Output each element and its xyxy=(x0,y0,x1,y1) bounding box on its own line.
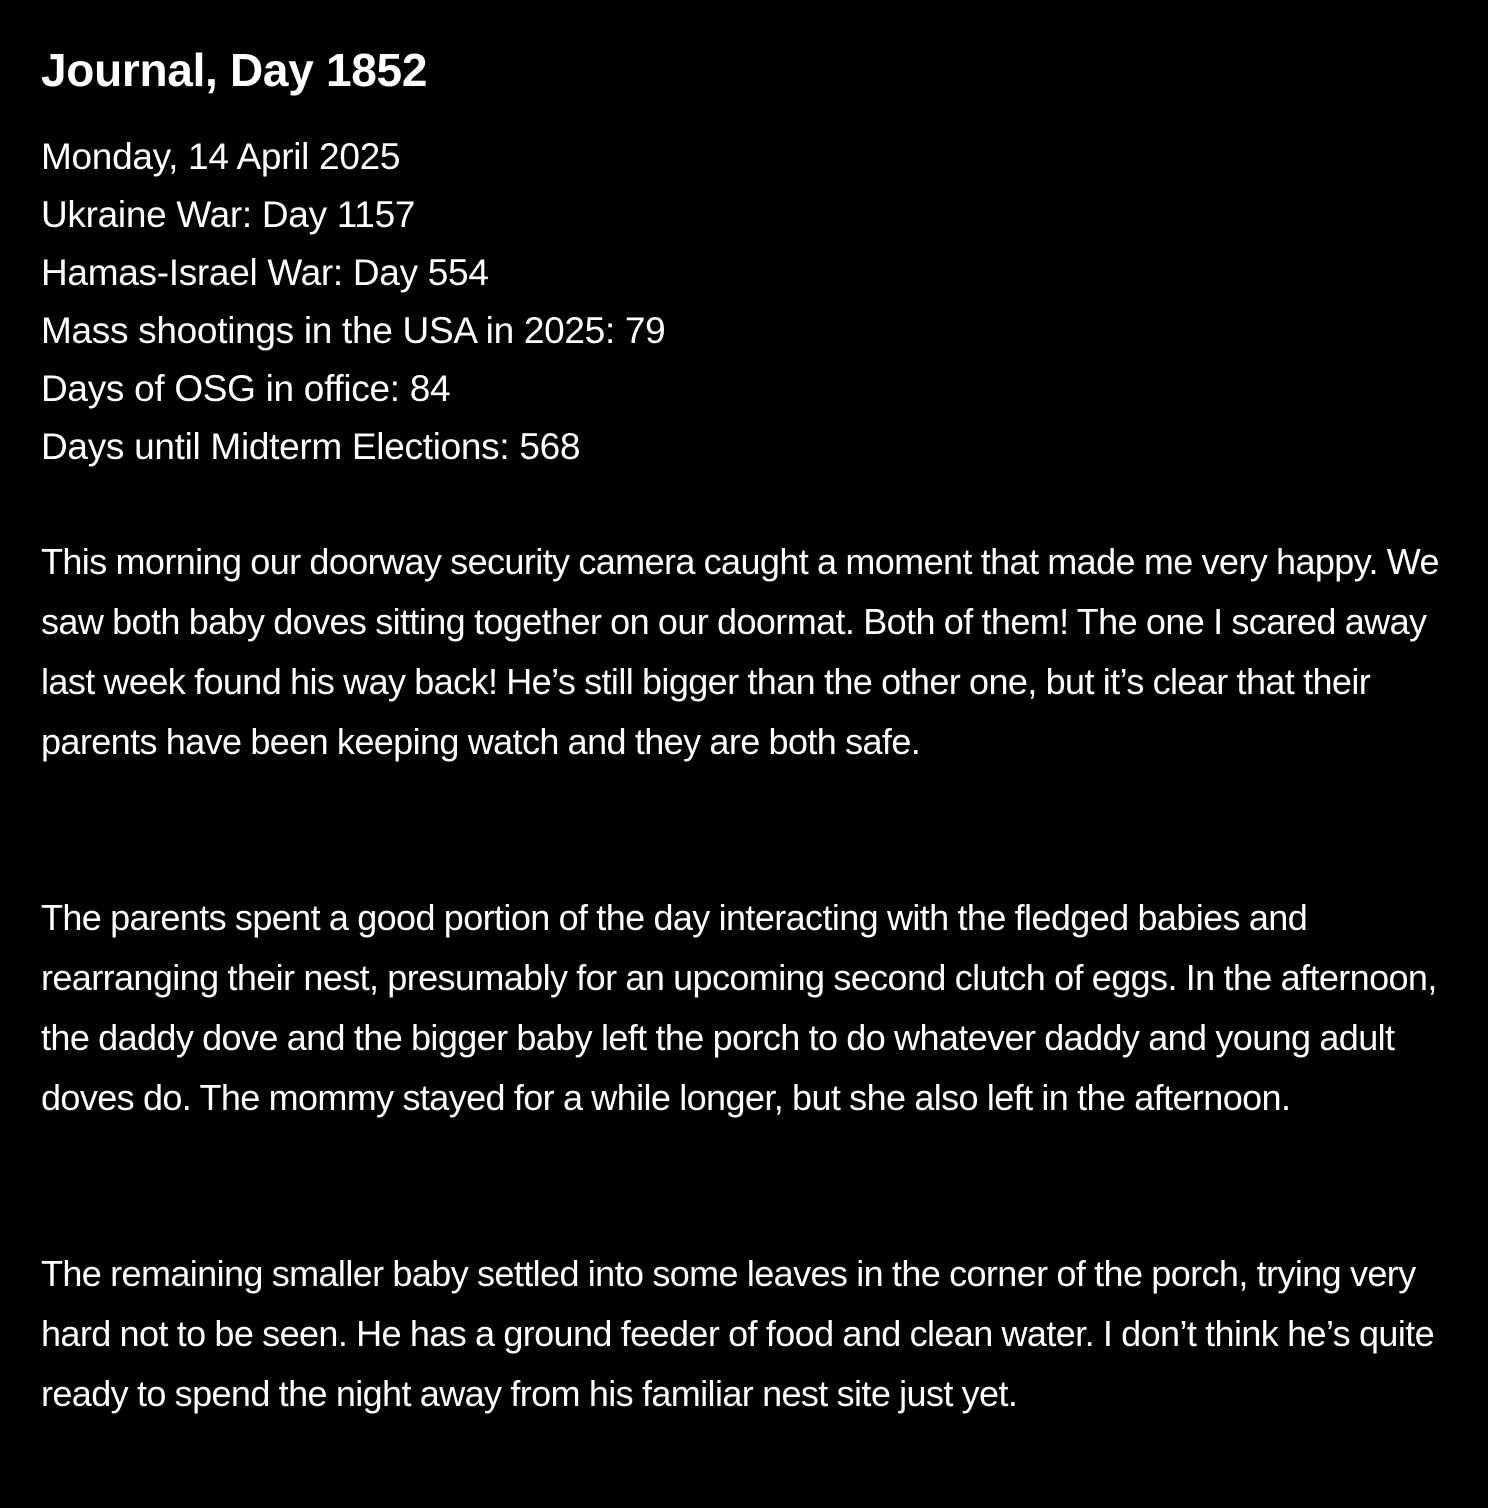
journal-title: Journal, Day 1852 xyxy=(41,44,428,96)
paragraph-1: This morning our doorway security camera caught a moment that made me very happy. We saw both baby doves sitting together on our doormat. Both of them! The one I scared away last week found his way back! He’s still bigger than the other one, but it’s clear that their parents have been keeping watch and they are both safe. xyxy=(41,541,1439,762)
stats-list xyxy=(41,128,665,476)
mass-shootings-line: Mass shootings in the USA in 2025: 79 xyxy=(41,310,666,351)
midterm-countdown-line: Days until Midterm Elections: 568 xyxy=(41,426,581,467)
days-in-office-line: Days of OSG in office: 84 xyxy=(41,368,451,409)
hamas-israel-war-line: Hamas-Israel War: Day 554 xyxy=(41,252,489,293)
paragraph-2: The parents spent a good portion of the day interacting with the fledged babies and rearranging their nest, presumably for an upcoming second clutch of eggs. In the afternoon, the daddy dove and the bigger baby left the porch to do whatever daddy and young adult doves do. The mommy stayed for a while longer, but she also left in the afternoon. xyxy=(41,897,1437,1118)
ukraine-war-line: Ukraine War: Day 1157 xyxy=(41,194,416,235)
date-line: Monday, 14 April 2025 xyxy=(41,136,401,177)
paragraph-3: The remaining smaller baby settled into some leaves in the corner of the porch, trying very hard not to be seen. He has a ground feeder of food and clean water. I don’t think he’s quite ready to spend the night away from his familiar nest site just yet. xyxy=(41,1253,1435,1414)
